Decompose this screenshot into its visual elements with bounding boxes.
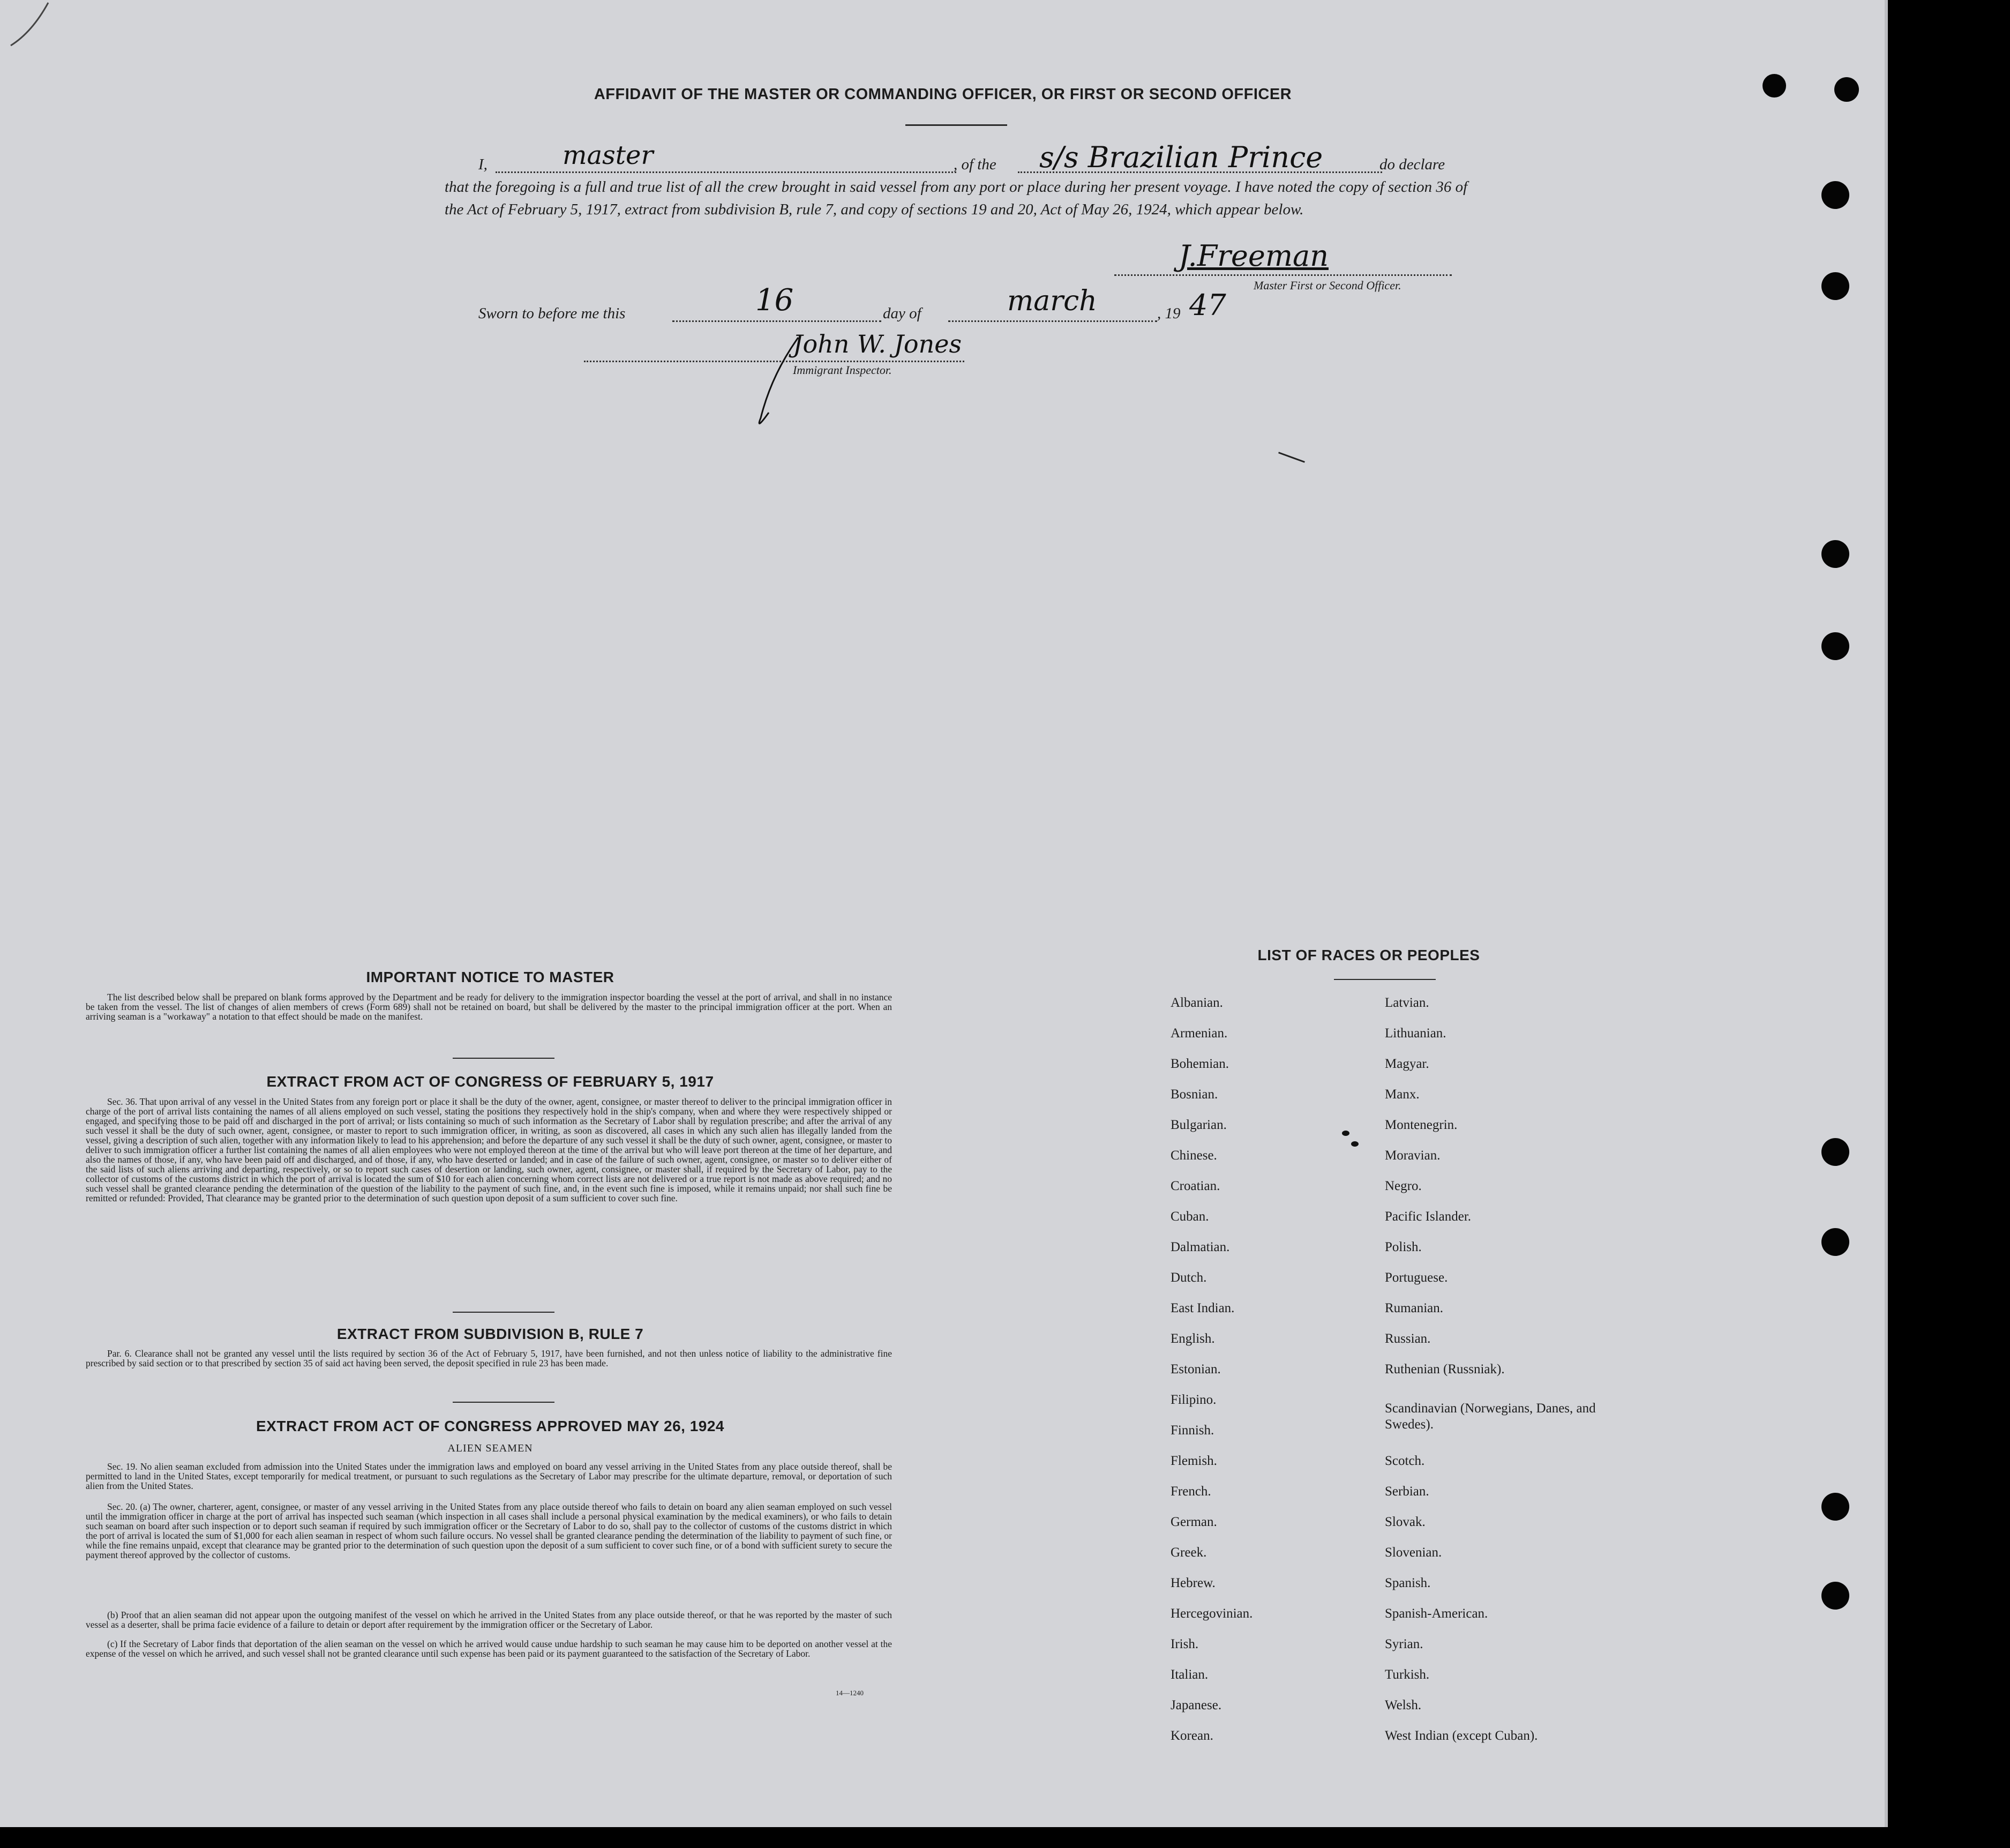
race-left-12: English. bbox=[1171, 1331, 1215, 1346]
race-left-17: French. bbox=[1171, 1484, 1211, 1499]
title-divider bbox=[905, 124, 1007, 126]
ink-speck bbox=[1351, 1141, 1359, 1147]
rule7-divider bbox=[453, 1402, 554, 1403]
extract-1924-subheading: ALIEN SEAMEN bbox=[447, 1442, 533, 1454]
punch-hole bbox=[1821, 272, 1849, 300]
race-left-2: Armenian. bbox=[1171, 1026, 1228, 1041]
punch-hole bbox=[1821, 1493, 1849, 1521]
race-right-6: Moravian. bbox=[1385, 1148, 1441, 1163]
race-left-22: Irish. bbox=[1171, 1637, 1199, 1651]
race-left-15: Finnish. bbox=[1171, 1423, 1214, 1438]
race-left-24: Japanese. bbox=[1171, 1698, 1222, 1712]
form-number: 14—1240 bbox=[836, 1689, 864, 1697]
race-left-13: Estonian. bbox=[1171, 1362, 1221, 1376]
handwritten-vessel-name: s/s Brazilian Prince bbox=[1039, 140, 1323, 174]
sworn-month-underline bbox=[948, 320, 1157, 322]
race-right-16: Serbian. bbox=[1385, 1484, 1429, 1499]
handwritten-day: 16 bbox=[755, 283, 794, 318]
handwritten-name: master bbox=[562, 140, 654, 170]
punch-hole bbox=[1821, 1138, 1849, 1166]
punch-hole bbox=[1821, 540, 1849, 568]
notice-text: The list described below shall be prepared on blank forms approved by the Department and be ready for delivery to the immigration inspector boarding the vessel at the port of arrival, and shall in no instance be taken from the vessel. The list of changes of alien members of crews (Form 689) shall not be retained on board, but shall be delivered by the master to the principal immigration officer at the port. When an arriving seaman is a "workaway" a notation to that effect should be made on the manifest. bbox=[86, 992, 892, 1022]
sworn-prefix: Sworn to before me this bbox=[478, 305, 626, 322]
race-left-8: Cuban. bbox=[1171, 1209, 1209, 1224]
inspector-signature-flourish bbox=[750, 332, 814, 429]
inspector-signature: John W. Jones bbox=[793, 330, 962, 358]
race-right-5: Montenegrin. bbox=[1385, 1118, 1458, 1132]
punch-hole bbox=[1821, 1228, 1849, 1256]
race-right-19: Spanish. bbox=[1385, 1576, 1431, 1590]
officer-signature-caption: Master First or Second Officer. bbox=[1254, 279, 1401, 292]
race-right-22: Turkish. bbox=[1385, 1667, 1430, 1682]
sworn-day-underline bbox=[672, 320, 881, 322]
rule7-heading: EXTRACT FROM SUBDIVISION B, RULE 7 bbox=[336, 1326, 644, 1342]
punch-hole bbox=[1762, 74, 1786, 98]
extract-1924-heading: EXTRACT FROM ACT OF CONGRESS APPROVED MAY 26, 1924 bbox=[256, 1418, 724, 1434]
extract-1924-sec20c: (c) If the Secretary of Labor finds that deportation of the alien seaman on the vessel on which he arrived would cause undue hardship to such seaman he may cause him to be deported on another vessel at the expense of the vessel on which he arrived, and such vessel shall not be granted clearance until such expense has been paid or its payment guaranteed to the satisfaction of the Secretary of Labor. bbox=[86, 1638, 892, 1659]
race-right-13: Ruthenian (Russniak). bbox=[1385, 1362, 1505, 1376]
ink-mark bbox=[1278, 452, 1305, 463]
notice-divider bbox=[453, 1058, 554, 1059]
affidavit-declare-label: do declare bbox=[1379, 156, 1445, 173]
race-left-11: East Indian. bbox=[1171, 1301, 1235, 1315]
race-left-14: Filipino. bbox=[1171, 1393, 1217, 1407]
race-right-3: Magyar. bbox=[1385, 1057, 1429, 1071]
extract-1924-sec20b: (b) Proof that an alien seaman did not appear upon the outgoing manifest of the vessel on which he arrived in the United States from any place outside thereof, or that he was reported by the master of such vessel as a deserter, shall be prima facie evidence of a failure to detain or deport after requirement by the immigration officer or the Secretary of Labor. bbox=[86, 1610, 892, 1630]
race-left-7: Croatian. bbox=[1171, 1179, 1220, 1193]
punch-hole bbox=[1821, 632, 1849, 660]
race-right-9: Polish. bbox=[1385, 1240, 1422, 1254]
extract-1924-sec20a: Sec. 20. (a) The owner, charterer, agent, consignee, or master of any vessel arriving in the United States from any place outside thereof who fails to detain on board any alien seaman employed on such vessel until the immigration officer in charge at the port of arrival has inspected such seaman (which inspection in all cases shall include a personal physical examination by the medical examiners), or who fails to detain such seaman on board after such inspection or to deport such seaman if required by such immigration officer or the Secretary of Labor to do so, shall pay to the collector of customs of the customs district in which the port of arrival is located the sum of $1,000 for each alien seaman in respect of whom such failure occurs. No vessel shall be granted clearance pending the determination of the liability to payment of such fine, or while the fine remains unpaid, except that clearance may be granted prior to the determination of such question upon the deposit of a sum sufficient to cover such fine, or of a bond with sufficient surety to secure the payment thereof approved by the collector of customs. bbox=[86, 1501, 892, 1560]
race-left-19: Greek. bbox=[1171, 1545, 1207, 1560]
race-left-18: German. bbox=[1171, 1515, 1217, 1529]
affidavit-of-label: , of the bbox=[954, 156, 996, 173]
race-right-2: Lithuanian. bbox=[1385, 1026, 1446, 1041]
race-left-10: Dutch. bbox=[1171, 1270, 1207, 1285]
officer-signature: J.Freeman bbox=[1179, 239, 1329, 273]
sworn-day-of-label: day of bbox=[883, 305, 921, 322]
race-right-21: Syrian. bbox=[1385, 1637, 1423, 1651]
race-right-11: Rumanian. bbox=[1385, 1301, 1444, 1315]
race-right-1: Latvian. bbox=[1385, 996, 1429, 1010]
race-right-7: Negro. bbox=[1385, 1179, 1422, 1193]
race-left-20: Hebrew. bbox=[1171, 1576, 1216, 1590]
handwritten-month: march bbox=[1007, 285, 1097, 317]
punch-hole bbox=[1821, 1582, 1849, 1610]
extract-1917-divider bbox=[453, 1312, 554, 1313]
race-right-4: Manx. bbox=[1385, 1087, 1420, 1102]
extract-1917-text: Sec. 36. That upon arrival of any vessel in the United States from any foreign port or place it shall be the duty of the owner, agent, consignee, or master thereof to deliver to the principal immigration officer in charge of the port of arrival lists containing the names of all aliens employed on such vessel, stating the positions they respectively hold in the ship's company, when and where they were respectively shipped or engaged, and specifying those to be paid off and discharged in the port of arrival; or lists containing so much of such information as the Secretary of Labor shall by regulation prescribe; and after the arrival of any such vessel it shall be the duty of such owner, agent, consignee, or master to report to such immigration officer, in writing, as soon as discovered, all cases in which any such alien has illegally landed from the vessel, giving a description of such alien, together with any information likely to lead to his apprehension; and before the departure of any such vessel it shall be the duty of such owner, agent, consignee, or master to deliver to such immigration officer a further list containing the names of all alien employees who were not employed thereon at the time of the arrival but who will leave port thereon at the time of her departure, and also the names of those, if any, who have been paid off and discharged, and of those, if any, who have deserted or landed; and in case of the failure of such owner, agent, consignee, or master so to deliver either of the said lists of such aliens arriving and departing, respectively, or so to report such cases of desertion or landing, such owner, agent, consignee, or master shall, if required by the Secretary of Labor, pay to the collector of customs of the customs district in which the port of arrival is located the sum of $10 for each alien concerning whom correct lists are not delivered or a true report is not made as above required; and no such vessel shall be granted clearance pending the determination of the question of the liability to the payment of such fine, and, in the event such fine is imposed, while it remains unpaid; nor shall such fine be remitted or refunded: Provided, That clearance may be granted prior to the determination of such question upon deposit of a sum sufficient to cover such fine. bbox=[86, 1096, 892, 1203]
affidavit-title: AFFIDAVIT OF THE MASTER OR COMMANDING OFFICER, OR FIRST OR SECOND OFFICER bbox=[594, 86, 1292, 103]
race-left-16: Flemish. bbox=[1171, 1454, 1217, 1468]
punch-hole bbox=[1834, 77, 1859, 102]
race-left-5: Bulgarian. bbox=[1171, 1118, 1227, 1132]
extract-1924-sec19: Sec. 19. No alien seaman excluded from admission into the United States under the immigration laws and employed on board any vessel arriving in the United States from any place outside thereof, shall be permitted to land in the United States, except temporarily for medical treatment, or pursuant to such regulations as the Secretary of Labor may prescribe for the ultimate departure, removal, or deportation of such alien from the United States. bbox=[86, 1461, 892, 1491]
race-left-9: Dalmatian. bbox=[1171, 1240, 1230, 1254]
affidavit-line1-prefix: I, bbox=[478, 156, 488, 173]
folded-corner-mark bbox=[0, 0, 70, 48]
races-divider bbox=[1334, 979, 1436, 980]
race-right-18: Slovenian. bbox=[1385, 1545, 1442, 1560]
race-left-4: Bosnian. bbox=[1171, 1087, 1218, 1102]
inspector-caption: Immigrant Inspector. bbox=[793, 363, 892, 377]
race-right-12: Russian. bbox=[1385, 1331, 1431, 1346]
sworn-year-prefix: , 19 bbox=[1157, 305, 1181, 322]
officer-signature-line bbox=[1114, 274, 1452, 276]
races-heading: LIST OF RACES OR PEOPLES bbox=[1257, 947, 1480, 963]
race-left-23: Italian. bbox=[1171, 1667, 1209, 1682]
race-left-21: Hercegovinian. bbox=[1171, 1606, 1253, 1621]
race-left-3: Bohemian. bbox=[1171, 1057, 1229, 1071]
extract-1917-heading: EXTRACT FROM ACT OF CONGRESS OF FEBRUARY 5, 1917 bbox=[266, 1073, 714, 1090]
race-left-25: Korean. bbox=[1171, 1729, 1213, 1743]
race-right-24: West Indian (except Cuban). bbox=[1385, 1729, 1538, 1743]
handwritten-year: 47 bbox=[1189, 288, 1226, 322]
punch-hole bbox=[1821, 181, 1849, 209]
race-right-17: Slovak. bbox=[1385, 1515, 1426, 1529]
race-right-15: Scotch. bbox=[1385, 1454, 1425, 1468]
name-underline bbox=[496, 171, 956, 173]
notice-heading: IMPORTANT NOTICE TO MASTER bbox=[366, 969, 614, 985]
race-left-1: Albanian. bbox=[1171, 996, 1223, 1010]
ink-speck bbox=[1342, 1131, 1349, 1136]
affidavit-body: that the foregoing is a full and true list of all the crew brought in said vessel from any port or place during her present voyage. I have noted the copy of section 36 of the Act of February 5, 1917, extract from subdivision B, rule 7, and copy of sections 19 and 20, Act of May 26, 1924, which appear below. bbox=[445, 178, 1468, 218]
rule7-text: Par. 6. Clearance shall not be granted any vessel until the lists required by section 36 of the Act of February 5, 1917, have been furnished, and not then unless notice of liability to the administrative fine prescribed by said section or to that prescribed by section 35 of said act having been served, the deposit specified in rule 23 has been made. bbox=[86, 1348, 892, 1368]
race-left-6: Chinese. bbox=[1171, 1148, 1217, 1163]
race-right-20: Spanish-American. bbox=[1385, 1606, 1488, 1621]
race-right-8: Pacific Islander. bbox=[1385, 1209, 1472, 1224]
race-right-10: Portuguese. bbox=[1385, 1270, 1448, 1285]
race-right-14: Scandinavian (Norwegians, Danes, and Swedes). bbox=[1385, 1401, 1596, 1432]
race-right-23: Welsh. bbox=[1385, 1698, 1422, 1712]
